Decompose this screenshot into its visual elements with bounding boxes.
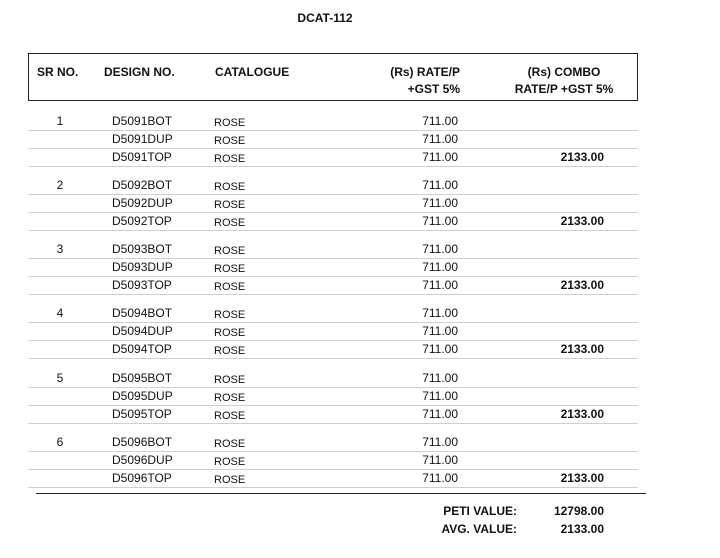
catalogue-cell: ROSE (214, 117, 246, 129)
catalogue-cell: ROSE (214, 374, 246, 386)
design-cell: D5091TOP (112, 150, 172, 164)
table-row (28, 194, 638, 213)
design-cell: D5095TOP (112, 407, 172, 421)
rate-cell: 711.00 (422, 214, 458, 228)
design-cell: D5093BOT (112, 242, 173, 256)
table-row (28, 258, 638, 277)
header-combo-line1: (Rs) COMBO (527, 65, 601, 79)
catalogue-cell: ROSE (214, 410, 246, 422)
table-row (28, 369, 638, 388)
table-row (28, 340, 638, 359)
rate-cell: 711.00 (422, 453, 458, 467)
design-cell: D5091BOT (112, 114, 173, 128)
design-cell: D5093DUP (112, 260, 173, 274)
table-row (28, 112, 638, 131)
combo-cell: 2133.00 (560, 471, 604, 485)
catalogue-cell: ROSE (214, 199, 246, 211)
rate-cell: 711.00 (422, 324, 458, 338)
rate-cell: 711.00 (422, 435, 458, 449)
design-cell: D5093TOP (112, 278, 172, 292)
combo-cell: 2133.00 (560, 278, 604, 292)
design-cell: D5096DUP (112, 453, 173, 467)
rate-cell: 711.00 (422, 371, 458, 385)
catalogue-cell: ROSE (214, 392, 246, 404)
document-title: DCAT-112 (297, 11, 353, 25)
rate-cell: 711.00 (422, 150, 458, 164)
design-cell: D5091DUP (112, 132, 173, 146)
table-row (28, 130, 638, 149)
header-rate-line1: (Rs) RATE/P (390, 65, 460, 79)
catalogue-cell: ROSE (214, 281, 246, 293)
catalogue-cell: ROSE (214, 309, 246, 321)
table-row (28, 176, 638, 195)
sr-cell: 6 (56, 435, 64, 449)
table-row (28, 469, 638, 488)
catalogue-cell: ROSE (214, 135, 246, 147)
table-row (28, 387, 638, 406)
catalogue-cell: ROSE (214, 327, 246, 339)
design-cell: D5096TOP (112, 471, 172, 485)
rate-cell: 711.00 (422, 389, 458, 403)
catalogue-cell: ROSE (214, 217, 246, 229)
rate-cell: 711.00 (422, 114, 458, 128)
design-cell: D5092TOP (112, 214, 172, 228)
sr-cell: 1 (56, 114, 64, 128)
header-rate-line2: +GST 5% (407, 82, 460, 96)
header-design-no: DESIGN NO. (104, 65, 175, 79)
catalogue-cell: ROSE (214, 245, 246, 257)
avg-value: 2133.00 (560, 522, 604, 536)
catalogue-cell: ROSE (214, 345, 246, 357)
catalogue-cell: ROSE (214, 456, 246, 468)
rate-cell: 711.00 (422, 407, 458, 421)
avg-value-label: AVG. VALUE: (441, 522, 517, 536)
catalogue-cell: ROSE (214, 263, 246, 275)
rate-cell: 711.00 (422, 306, 458, 320)
sr-cell: 4 (56, 306, 64, 320)
header-combo-line2: RATE/P +GST 5% (514, 82, 614, 96)
table-row (28, 433, 638, 452)
sr-cell: 2 (56, 178, 64, 192)
table-row (28, 240, 638, 259)
rate-cell: 711.00 (422, 242, 458, 256)
design-cell: D5095DUP (112, 389, 173, 403)
combo-cell: 2133.00 (560, 407, 604, 421)
combo-cell: 2133.00 (560, 214, 604, 228)
catalogue-cell: ROSE (214, 474, 246, 486)
rate-cell: 711.00 (422, 278, 458, 292)
rate-cell: 711.00 (422, 196, 458, 210)
combo-cell: 2133.00 (560, 342, 604, 356)
table-row (28, 451, 638, 470)
table-row (28, 322, 638, 341)
table-row (28, 212, 638, 231)
peti-value-label: PETI VALUE: (443, 504, 517, 518)
table-header (28, 53, 638, 101)
table-row (28, 304, 638, 323)
design-cell: D5094TOP (112, 342, 172, 356)
design-cell: D5092DUP (112, 196, 173, 210)
rate-cell: 711.00 (422, 342, 458, 356)
sr-cell: 5 (56, 371, 64, 385)
header-catalogue: CATALOGUE (215, 65, 290, 79)
catalogue-cell: ROSE (214, 181, 246, 193)
design-cell: D5096BOT (112, 435, 173, 449)
header-sr-no: SR NO. (37, 65, 79, 79)
combo-cell: 2133.00 (560, 150, 604, 164)
design-cell: D5092BOT (112, 178, 173, 192)
design-cell: D5094BOT (112, 306, 173, 320)
rate-cell: 711.00 (422, 178, 458, 192)
peti-value: 12798.00 (553, 504, 604, 518)
table-row (28, 405, 638, 424)
catalogue-cell: ROSE (214, 153, 246, 165)
rate-cell: 711.00 (422, 471, 458, 485)
table-row (28, 276, 638, 295)
table-bottom-rule (36, 493, 646, 494)
design-cell: D5094DUP (112, 324, 173, 338)
rate-cell: 711.00 (422, 260, 458, 274)
sr-cell: 3 (56, 242, 64, 256)
catalogue-cell: ROSE (214, 438, 246, 450)
design-cell: D5095BOT (112, 371, 173, 385)
rate-cell: 711.00 (422, 132, 458, 146)
table-row (28, 148, 638, 167)
